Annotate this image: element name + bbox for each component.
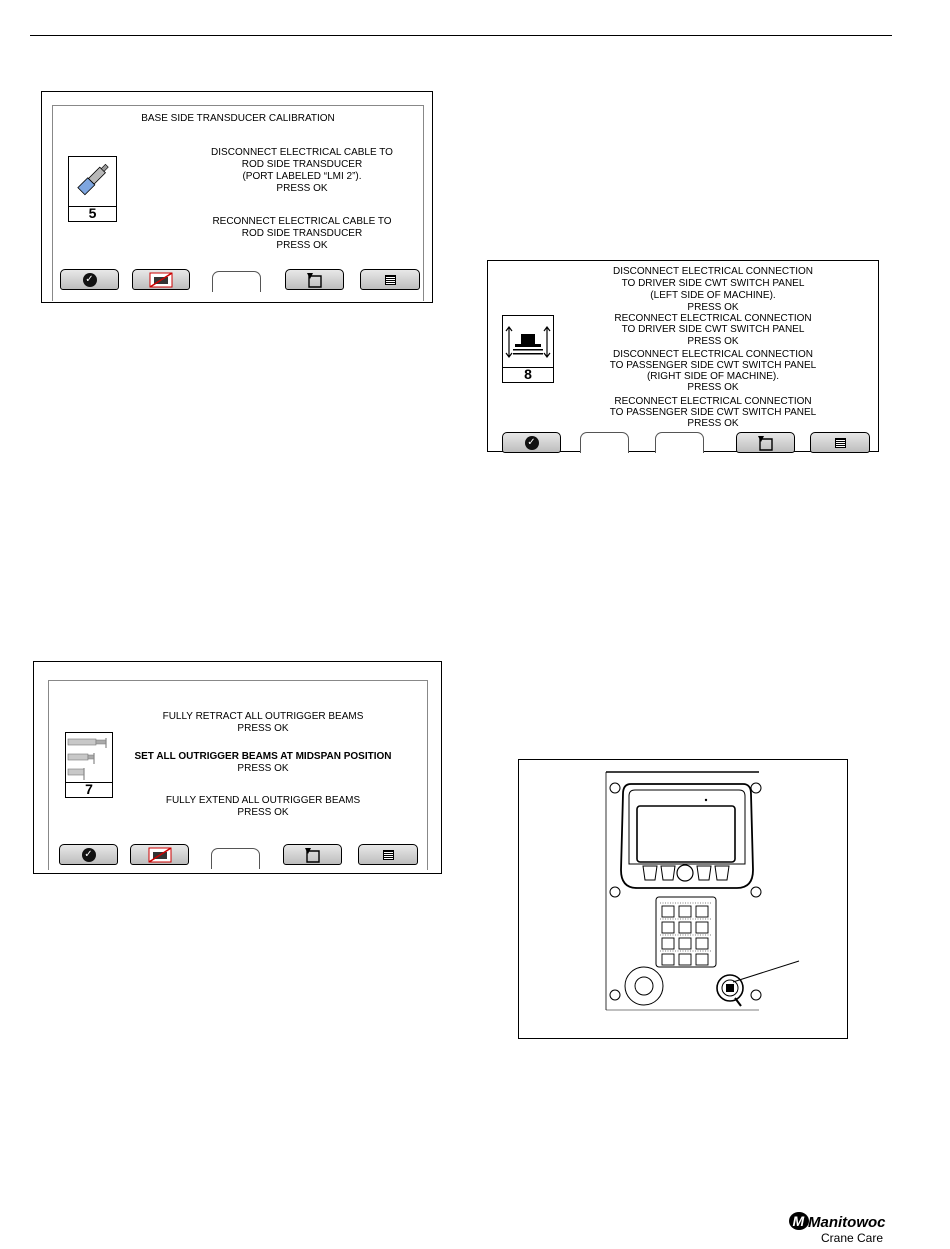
instruction-line: TO PASSENGER SIDE CWT SWITCH PANEL [609, 407, 817, 418]
menu-button[interactable] [810, 432, 870, 453]
instruction-line: RECONNECT ELECTRICAL CONNECTION [614, 396, 812, 407]
return-icon [304, 847, 322, 863]
screen-title: BASE SIDE TRANSDUCER CALIBRATION [141, 113, 335, 124]
header-rule [30, 35, 892, 36]
instruction-line: FULLY RETRACT ALL OUTRIGGER BEAMS [162, 711, 364, 722]
instruction-line: TO PASSENGER SIDE CWT SWITCH PANEL [609, 360, 817, 371]
svg-text:Crane Care: Crane Care [821, 1231, 884, 1244]
screen-outrigger-beams [33, 661, 442, 874]
step-icon-box [502, 315, 554, 383]
instruction-line: DISCONNECT ELECTRICAL CONNECTION [612, 349, 814, 360]
cab-console-figure [518, 759, 848, 1039]
manitowoc-crane-care-logo [788, 1208, 888, 1244]
instruction-line: ROD SIDE TRANSDUCER [241, 228, 363, 239]
instruction-line: PRESS OK [237, 763, 289, 774]
console-illustration [519, 760, 847, 1038]
outrigger-beams-icon [66, 733, 112, 783]
blank-button[interactable] [211, 848, 260, 869]
check-icon: ✓ [82, 848, 96, 862]
step-number: 5 [88, 205, 97, 221]
svg-text:M: M [792, 1213, 805, 1229]
manitowoc-logo [788, 1208, 888, 1244]
instruction-line: PRESS OK [687, 302, 739, 313]
step-icon-box [68, 156, 117, 222]
ok-button[interactable] [60, 269, 119, 290]
back-button[interactable] [285, 269, 344, 290]
instruction-line: TO DRIVER SIDE CWT SWITCH PANEL [621, 278, 805, 289]
return-icon [306, 272, 324, 288]
no-ok-button[interactable] [130, 844, 189, 865]
step-number: 8 [524, 366, 532, 382]
screen-base-side-calibration [41, 91, 433, 303]
crossed-out-icon [149, 272, 173, 288]
instruction-line: TO DRIVER SIDE CWT SWITCH PANEL [621, 324, 805, 335]
check-icon: ✓ [83, 273, 97, 287]
instruction-line: PRESS OK [276, 240, 328, 251]
instruction-line: RECONNECT ELECTRICAL CONNECTION [614, 313, 812, 324]
instruction-line: (LEFT SIDE OF MACHINE). [650, 290, 776, 301]
return-icon [757, 435, 775, 451]
check-icon: ✓ [525, 436, 539, 450]
blank-button[interactable] [580, 432, 629, 453]
step-icon-box [65, 732, 113, 798]
instruction-line: PRESS OK [687, 418, 739, 429]
instruction-line: (PORT LABELED “LMI 2”). [242, 171, 362, 182]
counterweight-icon [503, 316, 553, 368]
instruction-line: SET ALL OUTRIGGER BEAMS AT MIDSPAN POSITION [134, 751, 392, 762]
crossed-out-icon [148, 847, 172, 863]
menu-button[interactable] [358, 844, 418, 865]
instruction-line: PRESS OK [237, 723, 289, 734]
instruction-line: PRESS OK [276, 183, 328, 194]
menu-icon [835, 438, 846, 448]
no-ok-button[interactable] [132, 269, 190, 290]
instruction-line: (RIGHT SIDE OF MACHINE). [646, 371, 780, 382]
instruction-line: PRESS OK [237, 807, 289, 818]
instruction-line: PRESS OK [687, 336, 739, 347]
menu-button[interactable] [360, 269, 420, 290]
back-button[interactable] [283, 844, 342, 865]
instruction-line: ROD SIDE TRANSDUCER [241, 159, 363, 170]
blank-button[interactable] [655, 432, 704, 453]
transducer-icon [69, 157, 116, 207]
svg-text:Manitowoc: Manitowoc [808, 1214, 886, 1231]
screen-cwt-switch-panel [487, 260, 879, 452]
step-number: 7 [85, 781, 93, 797]
ok-button[interactable] [59, 844, 118, 865]
instruction-line: DISCONNECT ELECTRICAL CONNECTION [612, 266, 814, 277]
back-button[interactable] [736, 432, 795, 453]
instruction-line: PRESS OK [687, 382, 739, 393]
menu-icon [385, 275, 396, 285]
menu-icon [383, 850, 394, 860]
instruction-line: DISCONNECT ELECTRICAL CABLE TO [211, 147, 393, 158]
instruction-line: RECONNECT ELECTRICAL CABLE TO [212, 216, 392, 227]
blank-button[interactable] [212, 271, 261, 292]
ok-button[interactable] [502, 432, 561, 453]
instruction-line: FULLY EXTEND ALL OUTRIGGER BEAMS [165, 795, 361, 806]
